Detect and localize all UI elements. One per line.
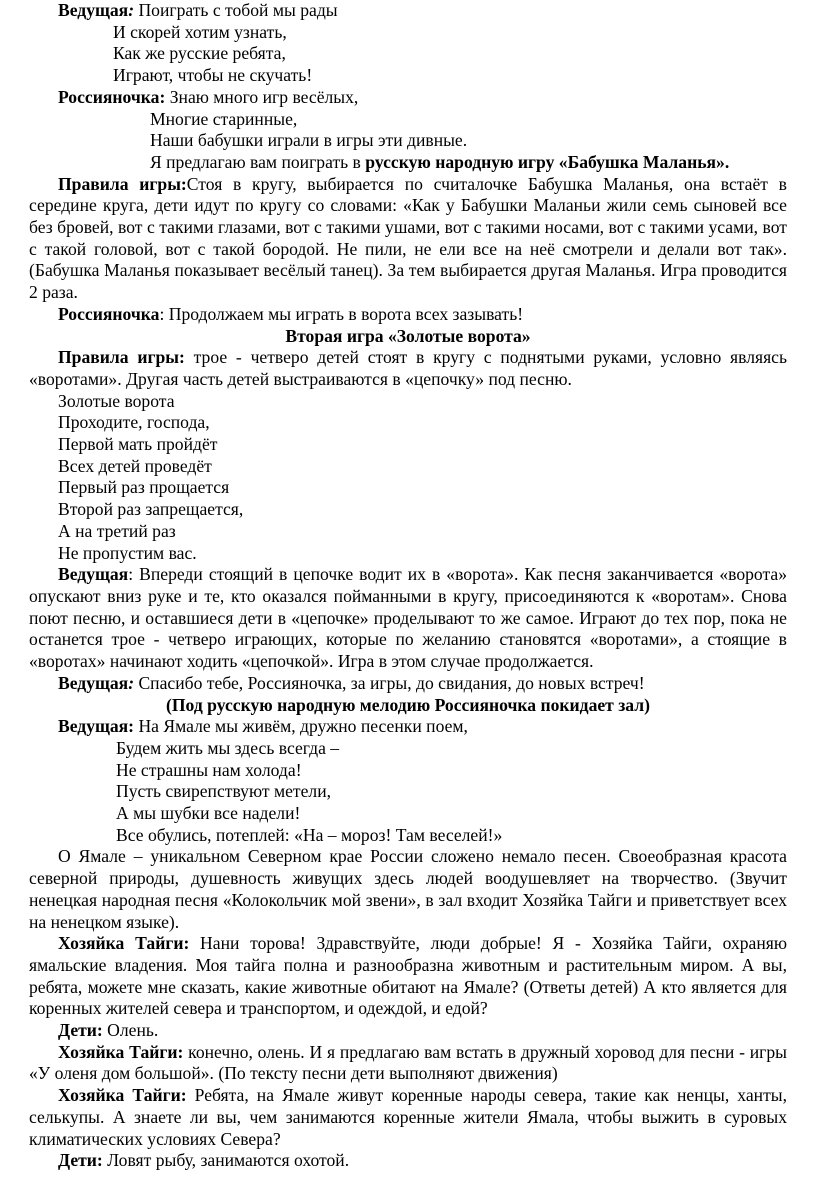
verse3-first-line xyxy=(29,716,787,738)
verse-line: Как же русские ребята, xyxy=(113,43,286,64)
speaker-colon: : xyxy=(128,672,135,693)
rules-text: Стоя в кругу, выбирается по считалочке Бабушка Маланья, она встаёт в середине круга, дети идут по кругу со словами: «Как у Бабушки Маланьи жили семь сыновей все без бровей, вот с такими глазами, вот с такими ушами, вот с такими носами, вот с такими усами, вот с такой головой, вот с такой бородой. Не пили, не ели все на неё смотрели и делали вот так». (Бабушка Маланья показывает весёлый танец). За тем выбирается другая Маланья. Игра проводится 2 раза. xyxy=(29,173,787,303)
paragraph-text: : Впереди стоящий в цепочке водит их в «ворота». Как песня заканчивается «ворота» опускают вниз руке и те, кто оказался пойманными в кругу, присоединяются к «воротам». Снова поют песню, и оставшиеся дети в «цепочке» проделывают то же самое. Играют до тех пор, пока не останется трое - четверо играющих, которые по желанию становятся «воротами», а стоящие в «воротах» начинают ходить «цепочкой». Игра в этом случае продолжается. xyxy=(29,564,787,672)
rules-text: трое - четверо детей стоят в кругу с поднятыми руками, условно являясь «воротами». Другая часть детей выстраиваются в «цепочку» под песню. xyxy=(29,347,787,389)
rules-label: Правила игры: xyxy=(58,173,187,194)
verse-line: А мы шубки все надели! xyxy=(116,803,301,824)
song-line: Второй раз запрещается, xyxy=(58,499,244,520)
rules2-paragraph xyxy=(29,347,787,390)
verse-line: Знаю много игр весёлых, xyxy=(169,86,359,107)
kids-line-1 xyxy=(29,1020,787,1042)
paragraph-text: конечно, олень. И я предлагаю вам встать в дружный хоровод для песни - игры «У оленя дом большой». (По тексту песни дети выполняют движения) xyxy=(29,1041,787,1084)
speaker-name: Ведущая xyxy=(58,564,129,585)
verse-line: Поиграть с тобой мы рады xyxy=(138,0,338,20)
lead-explain-paragraph xyxy=(29,564,787,673)
line-text: : Продолжаем мы играть в ворота всех зазывать! xyxy=(159,303,524,324)
song-line: Не пропустим вас. xyxy=(58,542,197,563)
speaker-name: Россияночка xyxy=(58,303,160,324)
speaker-name: Ведущая xyxy=(58,0,129,20)
taiga-paragraph-3 xyxy=(29,1085,787,1150)
game1-title: русскую народную игру «Бабушка Маланья». xyxy=(365,151,730,172)
speaker-name: Россияночка: xyxy=(58,86,166,107)
continue-line xyxy=(29,304,787,326)
verse-line: Не страшны нам холода! xyxy=(116,759,302,780)
lead-thanks-line xyxy=(29,673,787,695)
speaker-name: Хозяйка Тайги: xyxy=(58,933,190,954)
speaker-name: Дети: xyxy=(58,1020,103,1041)
rules1-paragraph xyxy=(29,174,787,304)
speaker-name: Хозяйка Тайги: xyxy=(58,1041,184,1062)
rules-label: Правила игры: xyxy=(58,347,185,368)
line-text: Ловят рыбу, занимаются охотой. xyxy=(102,1150,350,1171)
verse-line: Пусть свирепствуют метели, xyxy=(116,781,332,802)
song-line: Золотые ворота xyxy=(58,390,175,411)
line-text: Спасибо тебе, Россияночка, за игры, до свидания, до новых встреч! xyxy=(134,672,645,693)
taiga-paragraph-2 xyxy=(29,1042,787,1085)
game1-offer-line xyxy=(29,152,787,174)
song-line: А на третий раз xyxy=(58,520,176,541)
game2-title: Вторая игра «Золотые ворота» xyxy=(285,325,531,346)
speaker-name: Дети: xyxy=(58,1150,103,1171)
verse-line: Наши бабушки играли в игры эти дивные. xyxy=(150,130,468,151)
speaker-colon: : xyxy=(128,0,135,20)
song-line: Первый раз прощается xyxy=(58,477,230,498)
verse-line: Все обулись, потеплей: «На – мороз! Там веселей!» xyxy=(116,824,503,845)
speaker-name: Ведущая xyxy=(58,672,129,693)
taiga-paragraph-1 xyxy=(29,933,787,1020)
verse-line: На Ямале мы живём, дружно песенки поем, xyxy=(134,716,468,737)
stage-direction: (Под русскую народную мелодию Россияночка покидает зал) xyxy=(166,694,650,715)
paragraph-text: Нани торова! Здравствуйте, люди добрые! Я - Хозяйка Тайги, охраняю ямальские владения. Моя тайга полна и разнообразна животным и растительным миром. А вы, ребята, можете мне сказать, какие животные обитают на Ямале? (Ответы детей) А кто является для коренных жителей севера и транспортом, и одеждой, и едой? xyxy=(29,933,787,1019)
yamal-paragraph: О Ямале – уникальном Северном крае России сложено немало песен. Своеобразная красота северной природы, душевность живущих здесь людей воодушевляет на творчество. (Звучит ненецкая народная песня «Колокольчик мой звени», в зал входит Хозяйка Тайги и приветствует всех на ненецком языке). xyxy=(29,846,787,932)
song-line: Проходите, господа, xyxy=(58,412,210,433)
verse-line: Многие старинные, xyxy=(150,108,298,129)
line-text: Олень. xyxy=(102,1020,159,1041)
speaker-name: Ведущая: xyxy=(58,716,135,737)
kids-line-2 xyxy=(29,1150,787,1172)
verse-line: И скорей хотим узнать, xyxy=(113,21,287,42)
verse-line: Будем жить мы здесь всегда – xyxy=(116,737,340,758)
paragraph-text: Ребята, на Ямале живут коренные народы севера, такие как ненцы, ханты, селькупы. А знаете ли вы, чем занимаются коренные жители Ямала, чтобы выжить в суровых климатических условиях Севера? xyxy=(29,1085,788,1149)
offer-text: Я предлагаю вам поиграть в xyxy=(150,151,366,172)
speaker-name: Хозяйка Тайги: xyxy=(58,1085,187,1106)
song-line: Первой мать пройдёт xyxy=(58,434,218,455)
song-line: Всех детей проведёт xyxy=(58,455,212,476)
verse-line: Играют, чтобы не скучать! xyxy=(113,65,313,86)
verse1-first-line xyxy=(29,0,787,22)
verse2-first-line xyxy=(29,87,787,109)
